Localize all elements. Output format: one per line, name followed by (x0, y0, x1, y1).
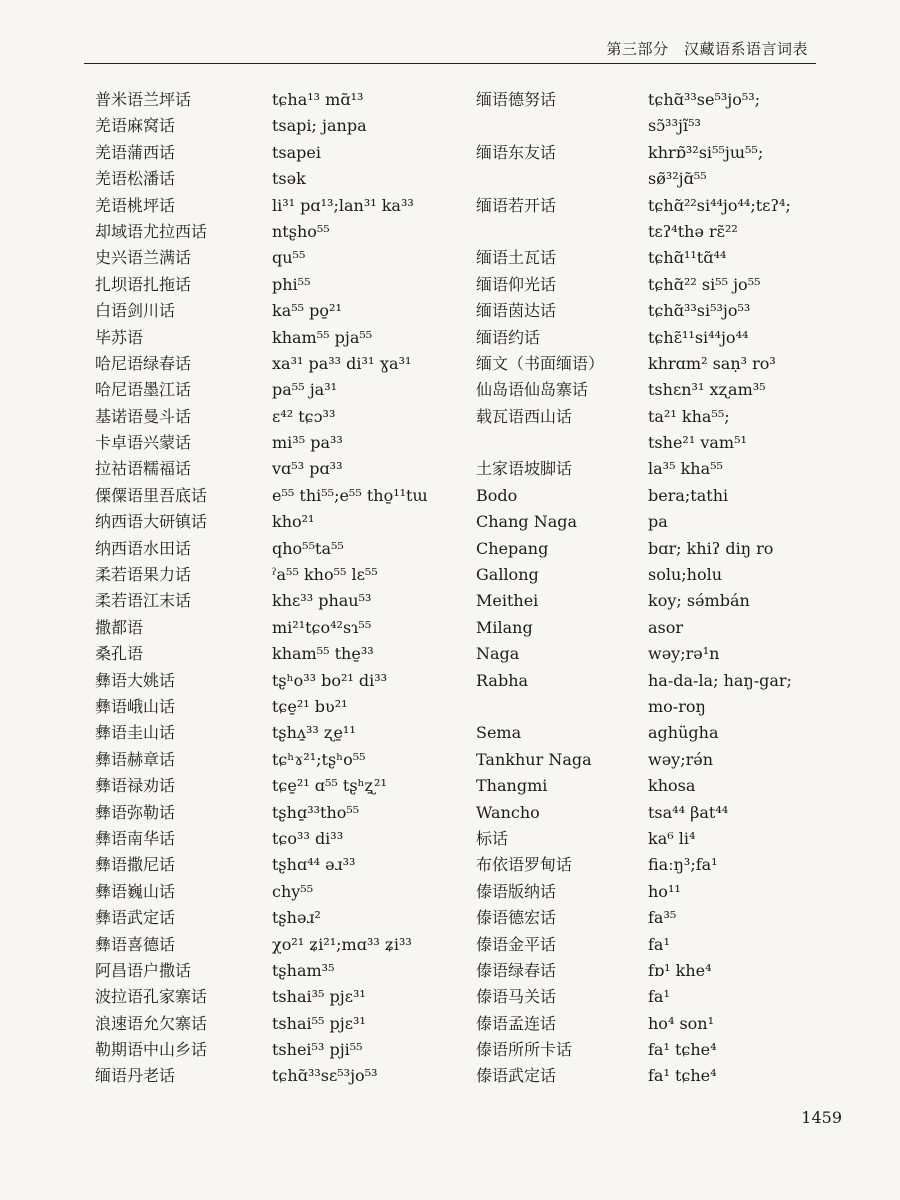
entry-form: fa¹ (648, 934, 670, 954)
entry-language: 标话 (476, 828, 509, 848)
entry-language: 仙岛语仙岛寨话 (476, 380, 589, 400)
entry-form: kham⁵⁵ pja⁵⁵ (272, 327, 373, 347)
entry-language: 哈尼语绿春话 (95, 353, 192, 373)
entry-form: tshei⁵³ pji⁵⁵ (272, 1040, 363, 1060)
entry-form: tɛʔ⁴thə rɛ̃²² (648, 221, 738, 241)
entry-form: wəy;rə́n (648, 749, 714, 769)
section-title: 第三部分 汉藏语系语言词表 (606, 40, 808, 58)
entry-language: 撒都语 (95, 617, 144, 637)
entry-form: tɕhɑ̃²²si⁴⁴jo⁴⁴;tɛʔ⁴; (648, 195, 791, 215)
entry-language: 载瓦语西山话 (476, 406, 573, 426)
entry-form: fa³⁵ (648, 908, 677, 928)
entry-form: vɑ⁵³ pɑ³³ (272, 459, 343, 479)
entry-form: tʂham³⁵ (272, 960, 335, 980)
entry-language: 彝语圭山话 (95, 723, 176, 743)
entry-language: Meithei (476, 591, 539, 611)
entry-form: aghügha (648, 723, 719, 743)
entry-form: tɕhɑ̃³³sɛ⁵³jo⁵³ (272, 1066, 378, 1086)
entry-language (476, 219, 646, 245)
entry-language: 傣语绿春话 (476, 960, 557, 980)
entry-language: 白语剑川话 (95, 301, 176, 321)
entry-form: ka⁶ li⁴ (648, 828, 696, 848)
entry-language: 拉祜语糯福话 (95, 459, 192, 479)
entry-form: khrɒ̃³²si⁵⁵jɯ⁵⁵; (648, 142, 764, 162)
entry-language: 扎坝语扎拖话 (95, 274, 192, 294)
entry-form: kham⁵⁵ the̱³³ (272, 644, 374, 664)
left-language-column (95, 87, 265, 1090)
entry-form: tsa⁴⁴ βat⁴⁴ (648, 802, 729, 822)
entry-language: 缅语土瓦话 (476, 248, 557, 268)
entry-form: fɒ¹ khe⁴ (648, 960, 712, 980)
entry-language: 羌语蒲西话 (95, 142, 176, 162)
entry-language: 缅语约话 (476, 327, 541, 347)
entry-form: koy; sə́mbán (648, 591, 750, 611)
entry-form: sø̃³²jɑ̃⁵⁵ (648, 169, 707, 189)
entry-form: tɕha¹³ mɑ̃¹³ (272, 90, 364, 109)
header-rule (84, 63, 816, 64)
entry-language: 彝语大姚话 (95, 670, 176, 690)
entry-form: chy⁵⁵ (272, 881, 314, 901)
entry-form: tsapi; janpa (272, 116, 367, 136)
entry-form: kho²¹ (272, 512, 315, 532)
entry-form: bera;tathi (648, 485, 729, 505)
entry-language (476, 166, 646, 192)
entry-form: sɔ̃³³jĩ⁵³ (648, 116, 701, 136)
entry-form: tɕhɑ̃²² si⁵⁵ jo⁵⁵ (648, 274, 761, 294)
entry-form: tɕhɑ̃³³se⁵³jo⁵³; (648, 90, 761, 109)
entry-form: tshɛn³¹ xʐam³⁵ (648, 380, 766, 400)
entry-language: 彝语巍山话 (95, 881, 176, 901)
entry-form: ka⁵⁵ po̱²¹ (272, 301, 342, 321)
entry-form: bɑr; khiʔ diŋ ro (648, 538, 774, 558)
entry-language: 缅语德努话 (476, 90, 557, 109)
entry-form: tʂhəɹ² (272, 908, 321, 928)
entry-language: 羌语桃坪话 (95, 195, 176, 215)
entry-language: 傣语马关话 (476, 987, 557, 1007)
entry-form: tɕo³³ di³³ (272, 828, 344, 848)
entry-language: 傈僳语里吾底话 (95, 485, 208, 505)
entry-form: fiaːŋ³;fa¹ (648, 855, 718, 875)
entry-form: fa¹ (648, 987, 670, 1007)
entry-language: 傣语所所卡话 (476, 1040, 573, 1060)
entry-form: ˀa⁵⁵ kho⁵⁵ lɛ⁵⁵ (272, 565, 378, 585)
entry-language: Milang (476, 617, 533, 637)
entry-form: xa³¹ pa³³ di³¹ ɣa³¹ (272, 353, 412, 373)
entry-form: ha-da-la; haŋ-gar; (648, 670, 792, 690)
entry-language: 毕苏语 (95, 327, 144, 347)
entry-form: tshe²¹ vam⁵¹ (648, 433, 747, 453)
entry-form: wəy;rə¹n (648, 644, 720, 664)
entry-form: tʂhɑ̱³³tho⁵⁵ (272, 802, 360, 822)
entry-language: 傣语武定话 (476, 1066, 557, 1086)
entry-language: Tankhur Naga (476, 749, 592, 769)
entry-form: ho⁴ son¹ (648, 1013, 714, 1033)
entry-form: khɛ³³ phau⁵³ (272, 591, 372, 611)
entry-form: ta²¹ kha⁵⁵; (648, 406, 730, 426)
entry-language: Gallong (476, 565, 539, 585)
entry-form: li³¹ pɑ¹³;lan³¹ ka³³ (272, 195, 414, 215)
entry-form: fa¹ tɕhe⁴ (648, 1040, 717, 1060)
entry-form: qu⁵⁵ (272, 248, 306, 268)
entry-language: 勒期语中山乡话 (95, 1040, 208, 1060)
entry-language: 缅语东友话 (476, 142, 557, 162)
entry-form: solu;holu (648, 565, 723, 585)
entry-form: qho⁵⁵ta⁵⁵ (272, 538, 344, 558)
entry-language: Chepang (476, 538, 549, 558)
entry-language: 傣语孟连话 (476, 1013, 557, 1033)
entry-language: 缅文（书面缅语） (476, 353, 605, 373)
running-header (0, 0, 900, 70)
entry-language: 羌语松潘话 (95, 169, 176, 189)
entry-language: 彝语赫章话 (95, 749, 176, 769)
entry-language: 柔若语果力话 (95, 565, 192, 585)
entry-form: la³⁵ kha⁵⁵ (648, 459, 723, 479)
entry-form: χo²¹ ʑi²¹;mɑ³³ ʑi³³ (272, 934, 412, 954)
entry-form: tɕhɑ̃³³si⁵³jo⁵³ (648, 301, 751, 321)
entry-form: phi⁵⁵ (272, 274, 311, 294)
entry-form: tɕe̱²¹ bʋ²¹ (272, 696, 348, 716)
entry-language: 哈尼语墨江话 (95, 380, 192, 400)
entry-form: mi³⁵ pa³³ (272, 433, 343, 453)
entry-language (476, 694, 646, 720)
entry-language: 缅语若开话 (476, 195, 557, 215)
entry-form: khrɑm² saṇ³ ro³ (648, 353, 776, 373)
entry-language: 土家语坡脚话 (476, 459, 573, 479)
entry-form: ntʂho⁵⁵ (272, 221, 330, 241)
entry-language: 基诺语曼斗话 (95, 406, 192, 426)
entry-language: 纳西语水田话 (95, 538, 192, 558)
entry-language (476, 113, 646, 139)
entry-language: 缅语茵达话 (476, 301, 557, 321)
entry-language: 阿昌语户撒话 (95, 960, 192, 980)
entry-form: tɕhɑ̃¹¹tɑ̃⁴⁴ (648, 248, 727, 268)
entry-form: ho¹¹ (648, 881, 681, 901)
entry-form: tshai³⁵ pjɛ³¹ (272, 987, 366, 1007)
entry-form: tɕe̱²¹ ɑ⁵⁵ tʂʰʐ̱²¹ (272, 776, 387, 796)
entry-language: 波拉语孔家寨话 (95, 987, 208, 1007)
entry-form: tsapei (272, 142, 322, 162)
entry-form: e⁵⁵ thi⁵⁵;e⁵⁵ tho̱¹¹tɯ (272, 485, 428, 505)
right-form-column (648, 87, 828, 1090)
entry-form: khosa (648, 776, 696, 796)
entry-language: 浪速语允欠寨话 (95, 1013, 208, 1033)
entry-language: 彝语南华话 (95, 828, 176, 848)
entry-language: 缅语丹老话 (95, 1066, 176, 1086)
entry-form: tʂʰo³³ bo²¹ di³³ (272, 670, 388, 690)
entry-language: 彝语喜德话 (95, 934, 176, 954)
entry-language: 却域语尤拉西话 (95, 221, 208, 241)
entry-language: Wancho (476, 802, 540, 822)
entry-language: Thangmi (476, 776, 548, 796)
entry-language: 彝语撒尼话 (95, 855, 176, 875)
entry-form: tsək (272, 169, 306, 189)
entry-language: 桑孔语 (95, 644, 144, 664)
entry-language: 史兴语兰满话 (95, 248, 192, 268)
entry-language (476, 430, 646, 456)
entry-form: ɛ⁴² tɕɔ³³ (272, 406, 336, 426)
entry-language: 卡卓语兴蒙话 (95, 433, 192, 453)
entry-language: Rabha (476, 670, 529, 690)
entry-language: 纳西语大研镇话 (95, 512, 208, 532)
entry-form: tɕhɛ̃¹¹si⁴⁴jo⁴⁴ (648, 327, 749, 347)
entry-language: 傣语金平话 (476, 934, 557, 954)
entry-language: 布依语罗甸话 (476, 855, 573, 875)
entry-language: 傣语版纳话 (476, 881, 557, 901)
entry-language: 普米语兰坪话 (95, 90, 192, 109)
entry-language: Naga (476, 644, 520, 664)
entry-language: 羌语麻窝话 (95, 116, 176, 136)
entry-language: 彝语弥勒话 (95, 802, 176, 822)
entry-form: pa⁵⁵ ja³¹ (272, 380, 338, 400)
entry-form: mi²¹tɕo⁴²sɿ⁵⁵ (272, 617, 372, 637)
entry-language: 缅语仰光话 (476, 274, 557, 294)
entry-language: Bodo (476, 485, 518, 505)
entry-form: mo-roŋ (648, 696, 706, 716)
entry-language: 彝语峨山话 (95, 696, 176, 716)
entry-language: Chang Naga (476, 512, 578, 532)
left-form-column (272, 87, 462, 1090)
page-number: 1459 (801, 1108, 842, 1127)
entry-form: fa¹ tɕhe⁴ (648, 1066, 717, 1086)
entry-form: tɕʰɤ²¹;tʂʰo⁵⁵ (272, 749, 366, 769)
entry-form: tʂhɑ⁴⁴ əɹ³³ (272, 855, 356, 875)
entry-language: 彝语武定话 (95, 908, 176, 928)
entry-language: 柔若语江末话 (95, 591, 192, 611)
entry-language: Sema (476, 723, 522, 743)
entry-form: tshai⁵⁵ pjɛ³¹ (272, 1013, 366, 1033)
entry-language: 傣语德宏话 (476, 908, 557, 928)
right-language-column (476, 87, 646, 1090)
entry-form: pa (648, 512, 668, 532)
entry-form: tʂhʌ̱³³ ʐe̱¹¹ (272, 723, 356, 743)
entry-form: asor (648, 617, 684, 637)
entry-language: 彝语禄劝话 (95, 776, 176, 796)
